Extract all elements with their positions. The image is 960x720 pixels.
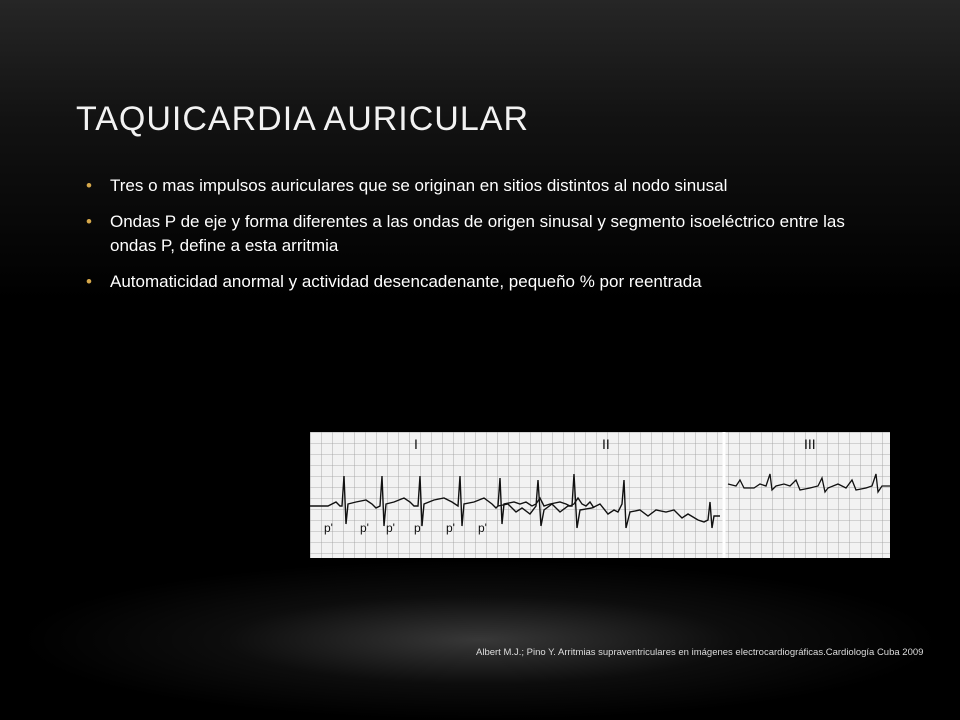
lead-label: I	[414, 436, 418, 452]
lead-label: II	[602, 436, 610, 452]
bullet-dot-icon: •	[86, 176, 92, 195]
p-wave-label: p'	[446, 521, 455, 535]
p-wave-label: p'	[360, 521, 369, 535]
bullet-text: Automaticidad anormal y actividad desencadenante, pequeño % por reentrada	[110, 272, 702, 291]
p-wave-label: p'	[414, 521, 423, 535]
p-wave-label: p'	[478, 521, 487, 535]
bullet-text: Ondas P de eje y forma diferentes a las ondas de origen sinusal y segmento isoeléctrico entre las ondas P, define a esta arritmia	[110, 212, 845, 255]
bullet-item	[72, 174, 892, 198]
bullet-text: Tres o mas impulsos auriculares que se originan en sitios distintos al nodo sinusal	[110, 176, 728, 195]
bullet-item	[72, 270, 892, 294]
bullet-list	[72, 174, 892, 306]
lead-label: III	[804, 436, 816, 452]
bullet-dot-icon: •	[86, 272, 92, 291]
bullet-dot-icon: •	[86, 212, 92, 231]
slide-title: TAQUICARDIA AURICULAR	[76, 100, 530, 138]
citation: Albert M.J.; Pino Y. Arritmias supraventriculares en imágenes electrocardiográficas.Cardiología Cuba 2009	[476, 647, 924, 658]
ecg-svg	[310, 432, 890, 558]
p-wave-label: p'	[386, 521, 395, 535]
ecg-strip-image	[310, 432, 890, 558]
bullet-item	[72, 210, 892, 258]
p-wave-label: p'	[324, 521, 333, 535]
